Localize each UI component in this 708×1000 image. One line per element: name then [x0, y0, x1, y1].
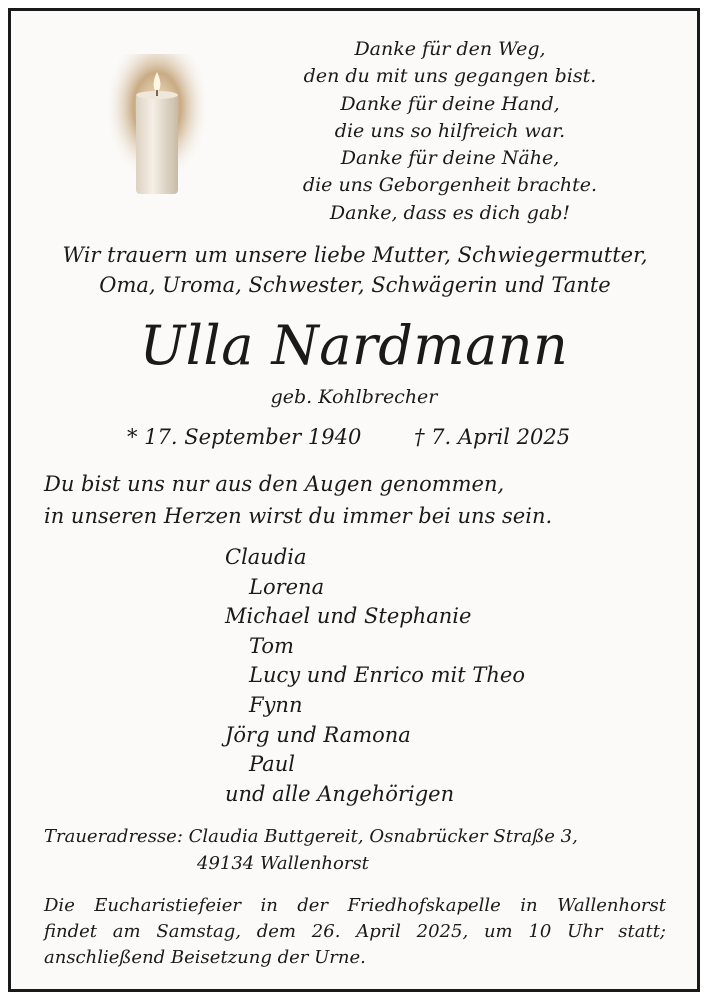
birth-date: * 17. September 1940 — [127, 425, 362, 449]
quote-line: Du bist uns nur aus den Augen genommen, — [44, 472, 505, 496]
mourners-list — [225, 543, 665, 809]
mourner: Paul — [249, 752, 295, 777]
poem-line: Danke, dass es dich gab! — [329, 201, 571, 224]
mourner: Jörg und Ramona — [225, 722, 411, 747]
intro-line: Wir trauern um unsere liebe Mutter, Schwiegermutter, — [62, 243, 648, 267]
service-line: findet am Samstag, dem 26. April 2025, um 10 Uhr statt; — [44, 921, 666, 942]
service-line: Die Eucharistiefeier in der Friedhofskapelle in Wallenhorst — [44, 895, 666, 916]
poem — [270, 36, 630, 227]
poem-line: die uns Geborgenheit brachte. — [302, 174, 598, 197]
address-line: Traueradresse: Claudia Buttgereit, Osnabrücker Straße 3, — [44, 826, 578, 847]
mourner: Lorena — [249, 574, 325, 599]
intro-line: Oma, Uroma, Schwester, Schwägerin und Tante — [99, 273, 611, 297]
address-line: 49134 Wallenhorst — [197, 853, 369, 874]
mourner: und alle Angehörigen — [225, 781, 455, 806]
service-line: anschließend Beisetzung der Urne. — [44, 947, 366, 968]
mourner: Claudia — [225, 545, 307, 569]
mourning-intro — [20, 240, 690, 300]
death-date: † 7. April 2025 — [414, 425, 571, 449]
mourning-address — [44, 823, 684, 877]
poem-line: Danke für deine Nähe, — [340, 147, 560, 170]
service-notice — [44, 893, 666, 971]
mourner: Lucy und Enrico mit Theo — [249, 663, 525, 688]
quote — [44, 468, 684, 532]
mourner: Michael und Stephanie — [225, 604, 472, 629]
poem-line: Danke für den Weg, — [354, 38, 546, 60]
quote-line: in unseren Herzen wirst du immer bei uns sein. — [44, 504, 553, 528]
poem-line: den du mit uns gegangen bist. — [303, 65, 597, 88]
mourner: Fynn — [249, 692, 303, 717]
birth-name: geb. Kohlbrecher — [270, 386, 438, 408]
poem-line: die uns so hilfreich war. — [334, 119, 566, 142]
poem-line: Danke für deine Hand, — [340, 92, 560, 115]
candle-icon — [109, 54, 205, 194]
mourner: Tom — [249, 633, 294, 658]
deceased-name: Ulla Nardmann — [139, 314, 569, 377]
